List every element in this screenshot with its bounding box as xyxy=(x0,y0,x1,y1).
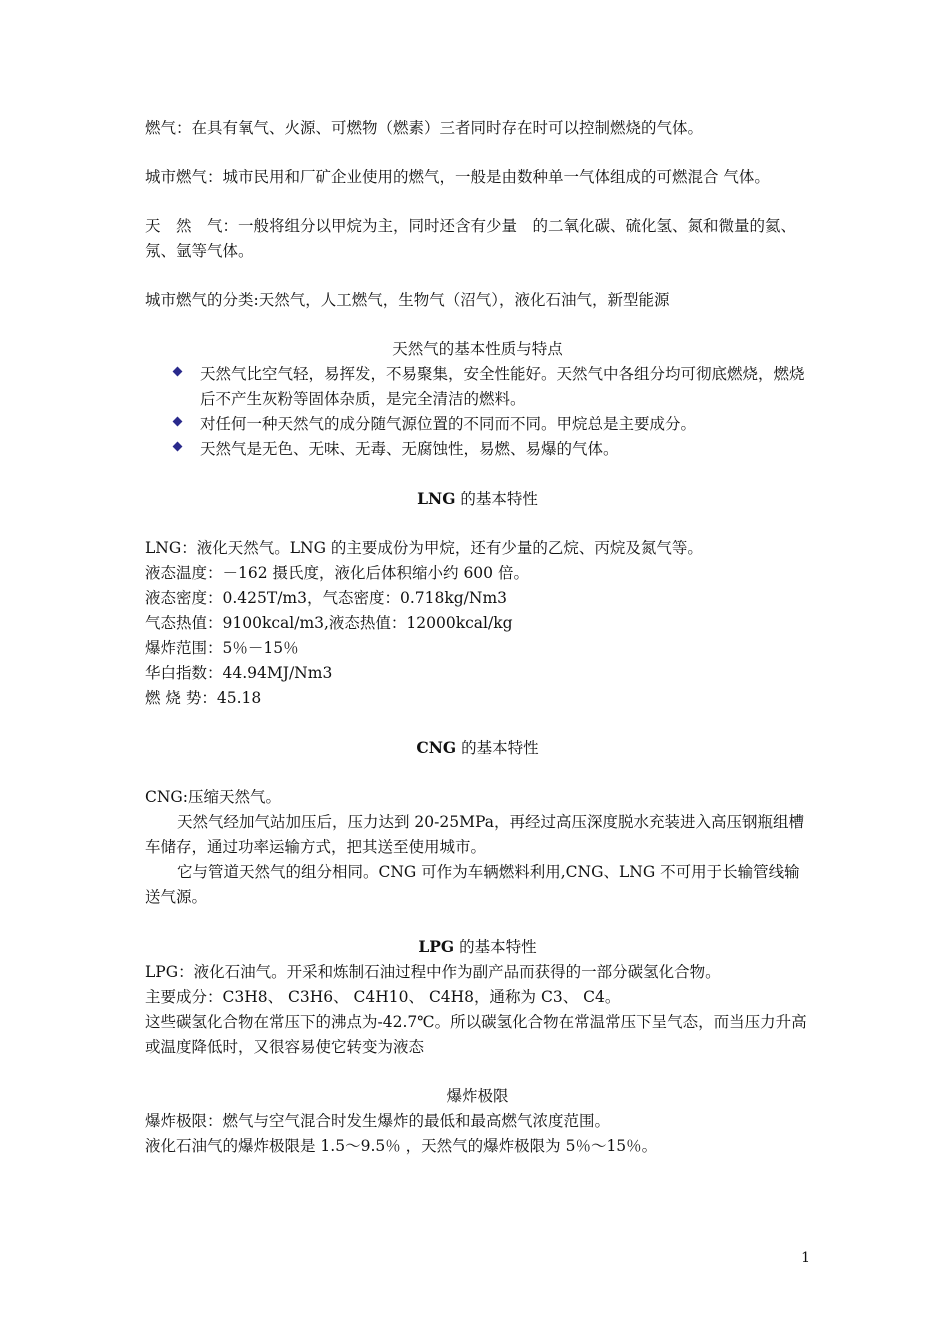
bullet-text: 对任何一种天然气的成分随气源位置的不同而不同。甲烷总是主要成分。 xyxy=(200,415,697,433)
natural-gas-section-title: 天然气的基本性质与特点 xyxy=(392,340,563,358)
explosion-line: 爆炸极限：燃气与空气混合时发生爆炸的最低和最高燃气浓度范围。 xyxy=(145,1112,611,1130)
cng-paragraph: 它与管道天然气的组分相同。CNG 可作为车辆燃料利用,CNG、LNG 不可用于长输管线输送气源。 xyxy=(145,863,800,906)
bullet-text: 天然气比空气轻，易挥发，不易聚集，安全性能好。天然气中各组分均可彻底燃烧，燃烧后不产生灰粉等固体杂质，是完全清洁的燃料。 xyxy=(200,365,805,408)
list-item xyxy=(200,412,810,437)
explosion-line: 液化石油气的爆炸极限是 1.5～9.5％ ，天然气的爆炸极限为 5％～15％。 xyxy=(145,1137,658,1155)
natural-gas-bullet-list xyxy=(145,362,810,462)
lng-line: 气态热值：9100kcal/m3,液态热值：12000kcal/kg xyxy=(145,614,513,632)
definition-fuel-gas: 燃气：在具有氧气、火源、可燃物（燃素）三者同时存在时可以控制燃烧的气体。 xyxy=(145,119,704,137)
lng-line: 燃 烧 势：45.18 xyxy=(145,689,262,707)
lng-line: 爆炸范围：5％－15％ xyxy=(145,639,299,657)
lng-line: LNG：液化天然气。LNG 的主要成份为甲烷，还有少量的乙烷、丙烷及氮气等。 xyxy=(145,539,703,557)
lpg-title-abbrev: LPG xyxy=(418,937,455,956)
cng-title-rest: 的基本特性 xyxy=(456,739,539,757)
diamond-bullet-icon xyxy=(173,367,183,377)
list-item xyxy=(200,362,810,412)
diamond-bullet-icon xyxy=(173,417,183,427)
gas-classification: 城市燃气的分类:天然气，人工燃气，生物气（沼气），液化石油气，新型能源 xyxy=(145,291,670,309)
lng-section-title xyxy=(145,486,810,512)
definition-natural-gas: 天 然 气：一般将组分以甲烷为主，同时还含有少量 的二氧化碳、硫化氢、氮和微量的氦、氖、氩等气体。 xyxy=(145,217,797,260)
list-item xyxy=(200,437,810,462)
lng-line: 华白指数：44.94MJ/Nm3 xyxy=(145,664,333,682)
diamond-bullet-icon xyxy=(173,442,183,452)
lng-line: 液态温度：－162 摄氏度，液化后体积缩小约 600 倍。 xyxy=(145,564,529,582)
lpg-line: LPG：液化石油气。开采和炼制石油过程中作为副产品而获得的一部分碳氢化合物。 xyxy=(145,963,721,981)
explosion-section-title: 爆炸极限 xyxy=(446,1087,509,1105)
lng-title-abbrev: LNG xyxy=(417,489,456,508)
bullet-text: 天然气是无色、无味、无毒、无腐蚀性，易燃、易爆的气体。 xyxy=(200,440,619,458)
definition-city-gas: 城市燃气：城市民用和厂矿企业使用的燃气，一般是由数种单一气体组成的可燃混合 气体。 xyxy=(145,168,770,186)
lpg-line: 主要成分：C3H8、 C3H6、 C4H10、 C4H8，通称为 C3、 C4。 xyxy=(145,988,621,1006)
lpg-line: 这些碳氢化合物在常压下的沸点为-42.7℃。所以碳氢化合物在常温常压下呈气态，而当压力升高或温度降低时，又很容易使它转变为液态 xyxy=(145,1013,807,1056)
page-number: 1 xyxy=(801,1250,810,1266)
lng-line: 液态密度：0.425T/m3，气态密度：0.718kg/Nm3 xyxy=(145,589,508,607)
lpg-title-rest: 的基本特性 xyxy=(454,938,537,956)
cng-paragraph: 天然气经加气站加压后，压力达到 20-25MPa，再经过高压深度脱水充装进入高压钢瓶组槽车储存，通过功率运输方式，把其送至使用城市。 xyxy=(145,813,804,856)
cng-definition: CNG:压缩天然气。 xyxy=(145,788,282,806)
cng-title-abbrev: CNG xyxy=(416,738,457,757)
document-body xyxy=(145,116,810,1159)
lpg-section-title xyxy=(145,934,810,960)
lng-title-rest: 的基本特性 xyxy=(455,490,538,508)
cng-section-title xyxy=(145,735,810,761)
